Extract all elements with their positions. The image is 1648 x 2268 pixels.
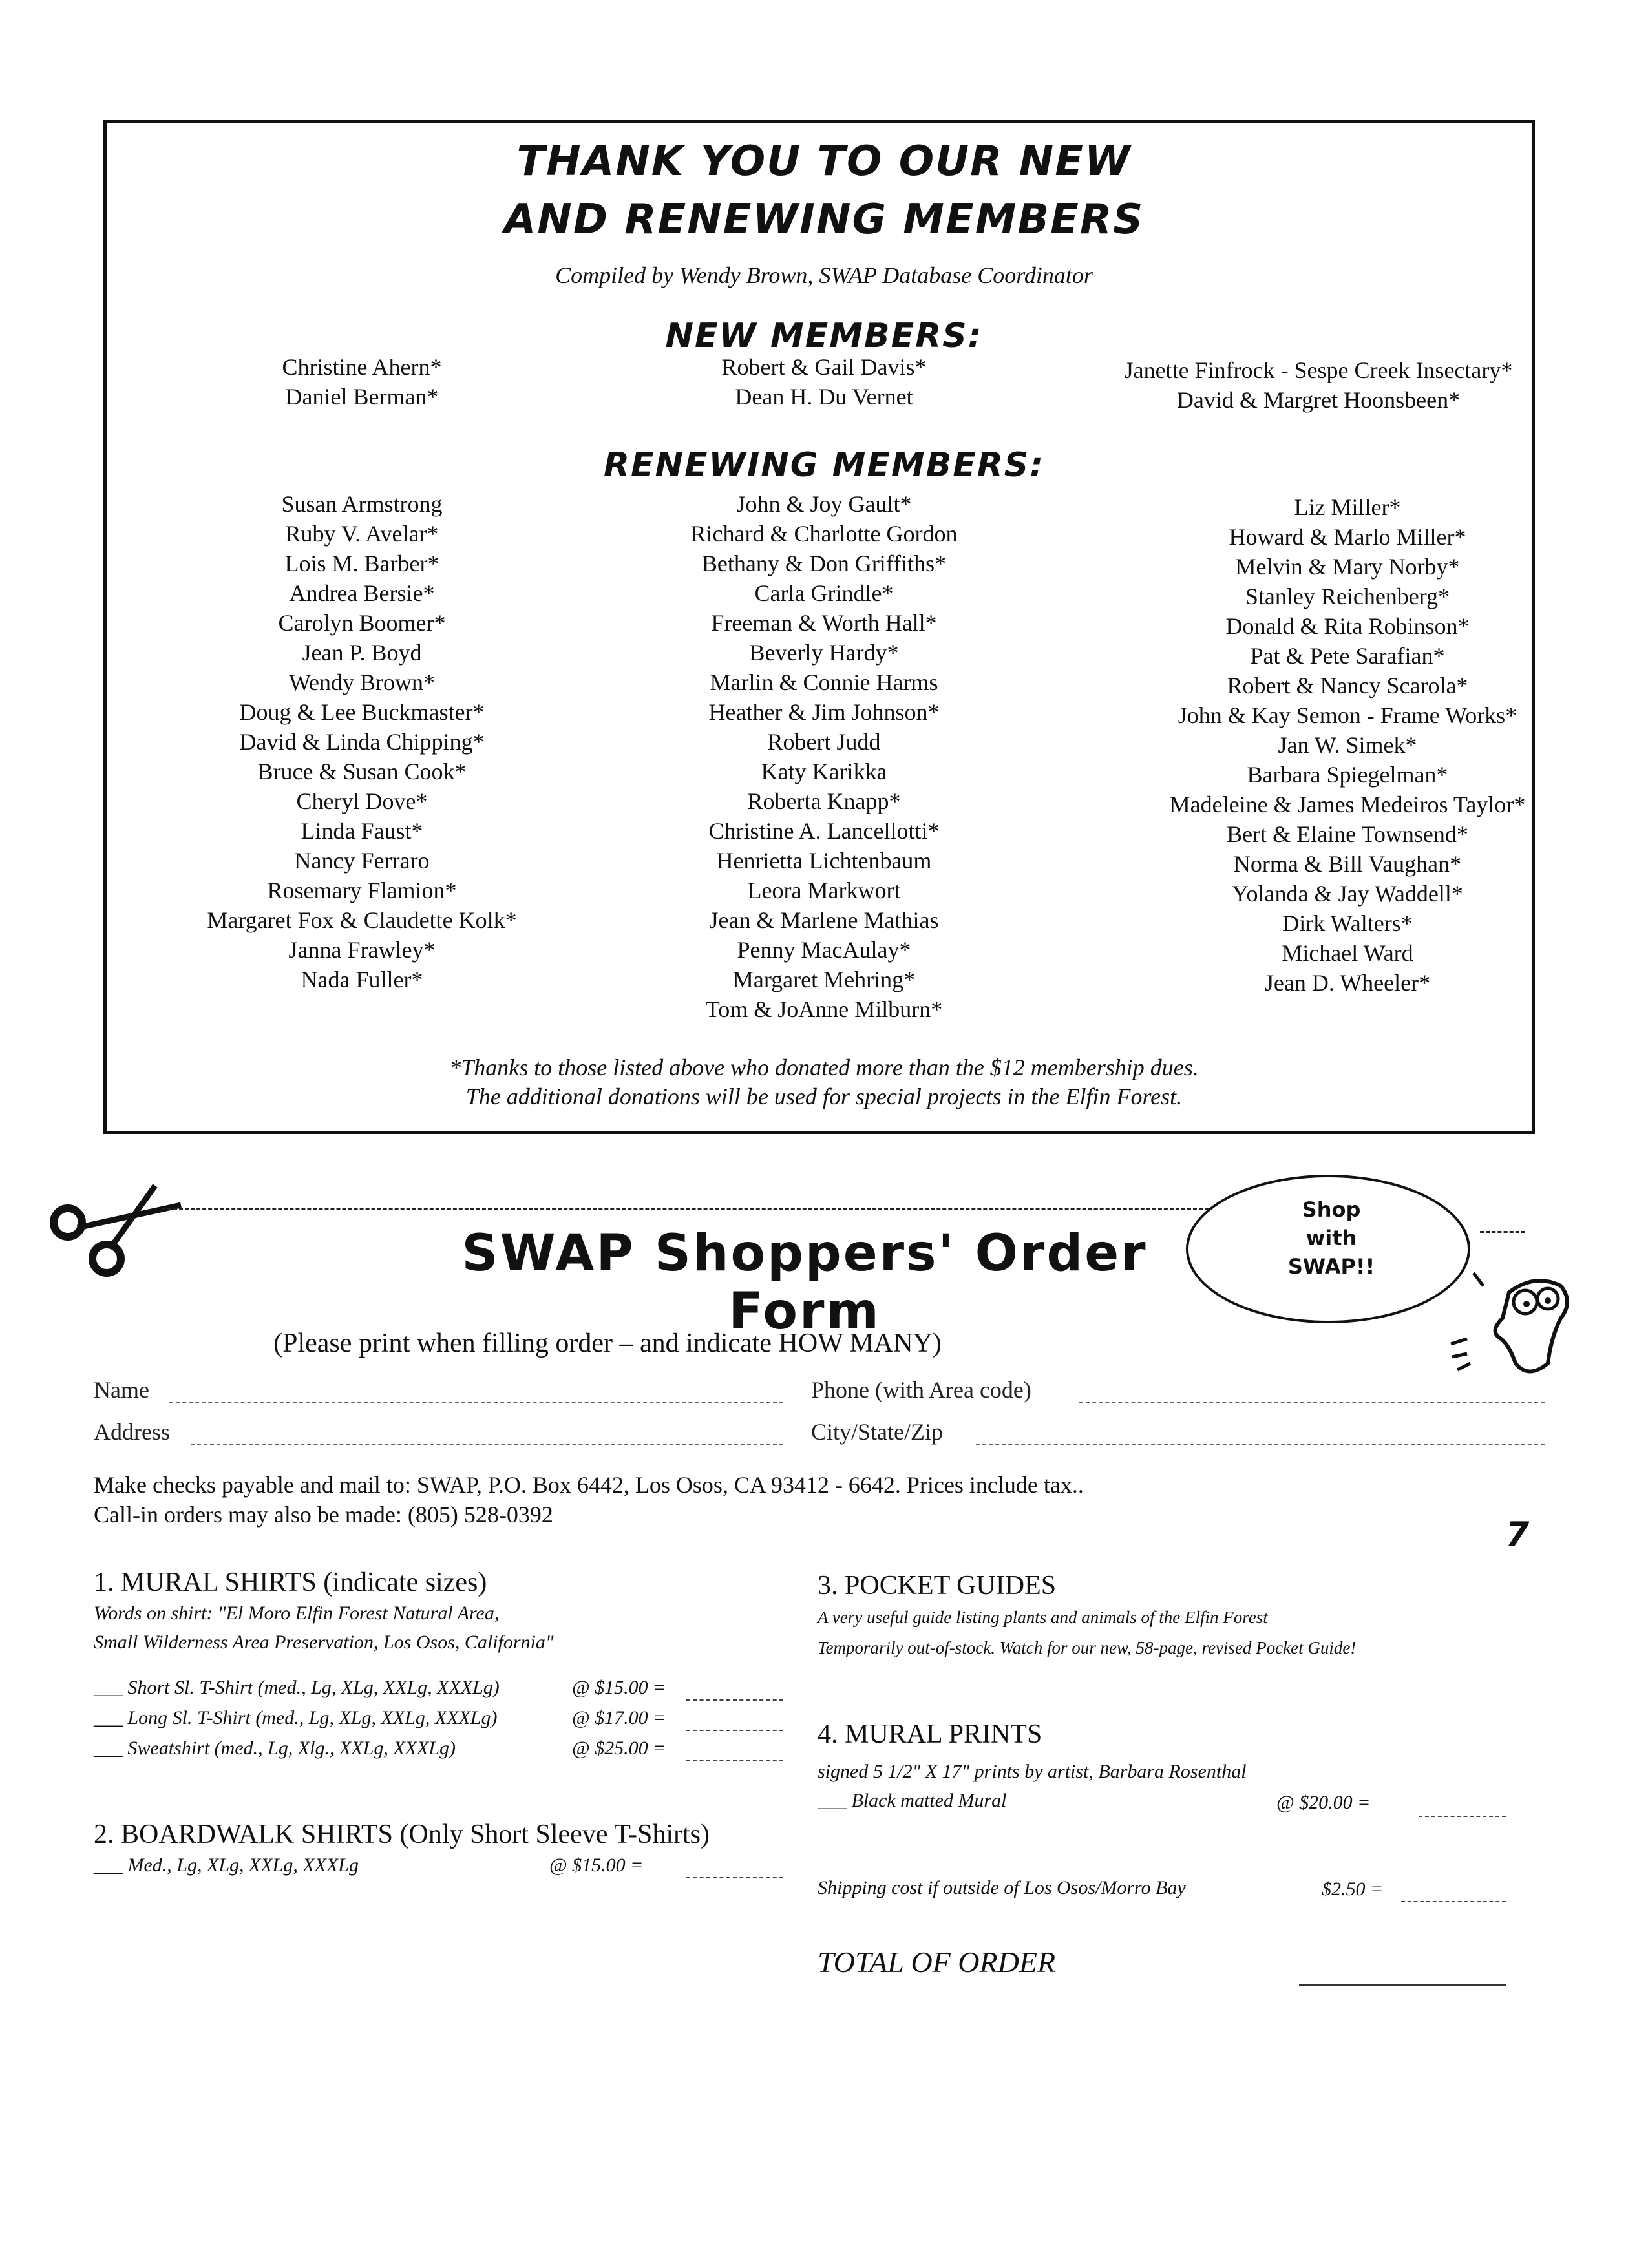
- member-name: Nada Fuller*: [301, 967, 423, 992]
- long-sleeve-price: @ $17.00 =: [572, 1707, 666, 1728]
- member-name: Katy Karikka: [761, 759, 887, 784]
- new-members-col2: [630, 352, 1018, 412]
- sweatshirt-item: ___ Sweatshirt (med., Lg, Xlg., XXLg, XXXLg): [94, 1738, 456, 1759]
- black-matted-mural-price: @ $20.00 =: [1276, 1792, 1371, 1813]
- member-name: Carla Grindle*: [754, 580, 894, 606]
- boardwalk-heading: 2. BOARDWALK SHIRTS (Only Short Sleeve T-Shirts): [94, 1820, 710, 1849]
- member-name: Cheryl Dove*: [296, 788, 428, 814]
- black-matted-mural-total-field[interactable]: [1419, 1816, 1506, 1817]
- member-name: Bert & Elaine Townsend*: [1227, 821, 1468, 847]
- short-sleeve-price: @ $15.00 =: [572, 1677, 666, 1698]
- member-name: Freeman & Worth Hall*: [711, 610, 937, 636]
- phone-field[interactable]: [1079, 1402, 1545, 1403]
- shipping-label: Shipping cost if outside of Los Osos/Morro Bay: [818, 1877, 1186, 1898]
- mural-prints-heading: 4. MURAL PRINTS: [818, 1719, 1042, 1749]
- cut-line-right: [1480, 1231, 1525, 1233]
- member-name: Pat & Pete Sarafian*: [1250, 643, 1445, 669]
- scissors-icon: [39, 1182, 187, 1283]
- bubble-word-2: with: [1305, 1226, 1357, 1250]
- name-label: Name: [94, 1377, 149, 1403]
- total-of-order-field[interactable]: [1299, 1984, 1506, 1986]
- pocket-guides-description: A very useful guide listing plants and animals of the Elfin Forest: [818, 1608, 1268, 1627]
- page-number: 7: [1506, 1515, 1530, 1554]
- member-name: Leora Markwort: [747, 877, 901, 903]
- member-name: Roberta Knapp*: [747, 788, 901, 814]
- mail-instructions: Make checks payable and mail to: SWAP, P.O. Box 6442, Los Osos, CA 93412 - 6642. Prices include tax..: [94, 1472, 1084, 1498]
- name-field[interactable]: [169, 1402, 783, 1403]
- mural-prints-description: signed 5 1/2" X 17" prints by artist, Barbara Rosenthal: [818, 1761, 1247, 1782]
- speech-bubble-text: [1267, 1195, 1396, 1281]
- member-name: Daniel Berman*: [285, 384, 439, 410]
- member-name: Heather & Jim Johnson*: [708, 699, 940, 725]
- phone-label: Phone (with Area code): [811, 1377, 1031, 1403]
- pocket-guides-status: Temporarily out-of-stock. Watch for our new, 58-page, revised Pocket Guide!: [818, 1638, 1357, 1657]
- cartoon-face-icon: [1438, 1266, 1587, 1399]
- member-name: Yolanda & Jay Waddell*: [1232, 881, 1463, 907]
- long-sleeve-item: ___ Long Sl. T-Shirt (med., Lg, XLg, XXLg, XXXLg): [94, 1707, 498, 1728]
- sweatshirt-price: @ $25.00 =: [572, 1738, 666, 1759]
- long-sleeve-total-field[interactable]: [686, 1730, 783, 1731]
- total-of-order-label: TOTAL OF ORDER: [818, 1946, 1056, 1979]
- address-label: Address: [94, 1419, 170, 1445]
- short-sleeve-total-field[interactable]: [686, 1699, 783, 1701]
- member-name: Dirk Walters*: [1282, 910, 1413, 936]
- member-name: Bethany & Don Griffiths*: [701, 551, 947, 576]
- member-name: Andrea Bersie*: [289, 580, 435, 606]
- bubble-word-3: SWAP!!: [1287, 1254, 1375, 1279]
- sweatshirt-total-field[interactable]: [686, 1760, 783, 1761]
- boardwalk-total-field[interactable]: [686, 1877, 783, 1878]
- boardwalk-price: @ $15.00 =: [549, 1854, 644, 1876]
- member-name: Beverly Hardy*: [749, 640, 899, 666]
- renewing-members-heading: RENEWING MEMBERS:: [603, 446, 1045, 485]
- member-name: Stanley Reichenberg*: [1245, 583, 1450, 609]
- member-name: Bruce & Susan Cook*: [257, 759, 467, 784]
- mural-words-line1: Words on shirt: "El Moro Elfin Forest Natural Area,: [94, 1602, 500, 1624]
- member-name: David & Margret Hoonsbeen*: [1176, 387, 1461, 413]
- member-name: Tom & JoAnne Milburn*: [705, 996, 943, 1022]
- member-name: John & Joy Gault*: [736, 491, 912, 517]
- member-name: Penny MacAulay*: [737, 937, 911, 963]
- new-members-col1: [168, 352, 556, 412]
- mural-shirts-heading: 1. MURAL SHIRTS (indicate sizes): [94, 1568, 487, 1597]
- renewing-members-col2: [598, 489, 1050, 1024]
- member-name: Marlin & Connie Harms: [710, 669, 938, 695]
- renewing-members-col1: [136, 489, 588, 994]
- member-name: Howard & Marlo Miller*: [1229, 524, 1466, 550]
- member-name: Rosemary Flamion*: [267, 877, 457, 903]
- member-name: Doug & Lee Buckmaster*: [239, 699, 485, 725]
- call-in-instructions: Call-in orders may also be made: (805) 528-0392: [94, 1502, 553, 1528]
- member-name: Robert & Nancy Scarola*: [1227, 673, 1468, 698]
- member-name: Lois M. Barber*: [284, 551, 439, 576]
- member-name: Margaret Fox & Claudette Kolk*: [207, 907, 517, 933]
- new-members-col3: [1028, 355, 1609, 415]
- member-name: Janna Frawley*: [288, 937, 436, 963]
- member-name: Jean D. Wheeler*: [1264, 970, 1431, 996]
- member-name: Carolyn Boomer*: [278, 610, 446, 636]
- member-name: Susan Armstrong: [281, 491, 443, 517]
- member-name: Nancy Ferraro: [294, 848, 430, 874]
- member-name: Ruby V. Avelar*: [285, 521, 439, 547]
- renewing-members-col3: [1073, 492, 1622, 998]
- city-label: City/State/Zip: [811, 1419, 943, 1445]
- print-note: (Please print when filling order – and indicate HOW MANY): [273, 1328, 942, 1358]
- member-name: Robert & Gail Davis*: [721, 354, 927, 380]
- compiled-by: Compiled by Wendy Brown, SWAP Database Coordinator: [555, 262, 1093, 288]
- member-name: Wendy Brown*: [288, 669, 436, 695]
- members-title-line2: AND RENEWING MEMBERS: [503, 196, 1145, 244]
- member-name: Norma & Bill Vaughan*: [1233, 851, 1462, 877]
- shipping-price: $2.50 =: [1322, 1878, 1384, 1900]
- donation-note-line2: The additional donations will be used for special projects in the Elfin Forest.: [465, 1084, 1183, 1109]
- member-name: Dean H. Du Vernet: [735, 384, 913, 410]
- pocket-guides-heading: 3. POCKET GUIDES: [818, 1571, 1057, 1601]
- member-name: Melvin & Mary Norby*: [1235, 554, 1460, 580]
- member-name: Christine Ahern*: [282, 354, 442, 380]
- donation-note-line1: *Thanks to those listed above who donated more than the $12 membership dues.: [449, 1055, 1199, 1080]
- member-name: Richard & Charlotte Gordon: [690, 521, 958, 547]
- member-name: Madeleine & James Medeiros Taylor*: [1169, 792, 1526, 817]
- member-name: Linda Faust*: [301, 818, 423, 844]
- address-field[interactable]: [191, 1444, 783, 1445]
- member-name: Margaret Mehring*: [732, 967, 916, 992]
- bubble-word-1: Shop: [1302, 1197, 1361, 1222]
- member-name: Janette Finfrock - Sespe Creek Insectary*: [1124, 357, 1513, 383]
- member-name: Christine A. Lancellotti*: [708, 818, 940, 844]
- member-name: Jean P. Boyd: [302, 640, 422, 666]
- member-name: John & Kay Semon - Frame Works*: [1178, 702, 1517, 728]
- member-name: Liz Miller*: [1294, 494, 1401, 520]
- city-field[interactable]: [976, 1444, 1545, 1445]
- member-name: Henrietta Lichtenbaum: [716, 848, 932, 874]
- member-name: Barbara Spiegelman*: [1247, 762, 1448, 788]
- members-title-line1: THANK YOU TO OUR NEW: [516, 138, 1132, 185]
- mural-words-line2: Small Wilderness Area Preservation, Los Osos, California": [94, 1632, 554, 1653]
- member-name: Donald & Rita Robinson*: [1225, 613, 1470, 639]
- new-members-heading: NEW MEMBERS:: [665, 317, 983, 355]
- cut-line-left: [162, 1208, 1209, 1210]
- member-name: Robert Judd: [767, 729, 881, 755]
- boardwalk-item: ___ Med., Lg, XLg, XXLg, XXXLg: [94, 1854, 359, 1876]
- member-name: Michael Ward: [1282, 940, 1413, 966]
- member-name: Jean & Marlene Mathias: [709, 907, 939, 933]
- short-sleeve-item: ___ Short Sl. T-Shirt (med., Lg, XLg, XXLg, XXXLg): [94, 1677, 500, 1698]
- shipping-total-field[interactable]: [1401, 1901, 1506, 1902]
- member-name: David & Linda Chipping*: [239, 729, 485, 755]
- order-form-title: SWAP Shoppers' Order Form: [461, 1224, 1148, 1341]
- black-matted-mural-item: ___ Black matted Mural: [818, 1790, 1007, 1811]
- member-name: Jan W. Simek*: [1278, 732, 1417, 758]
